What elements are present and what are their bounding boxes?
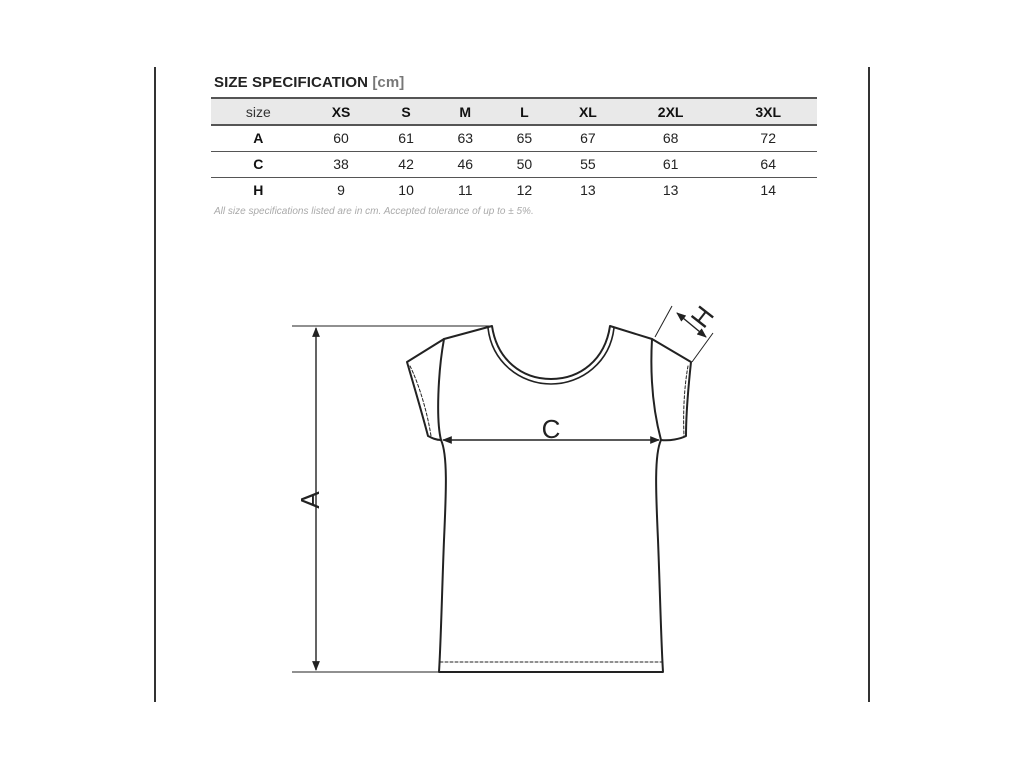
table-cell: 67 [554,125,622,151]
table-cell: 46 [436,151,495,177]
table-cell: 13 [580,182,596,199]
h-extension-line-2 [692,333,713,362]
column-header: S [377,98,436,125]
row-header: H [253,182,264,199]
table-cell: 11 [457,182,473,199]
table-cell: 42 [377,151,436,177]
h-extension-line-1 [655,306,672,337]
column-header: 3XL [719,98,817,125]
table-cell: 65 [495,125,554,151]
t-shirt-icon [407,326,691,672]
column-header: XS [306,98,377,125]
column-header: 2XL [622,98,720,125]
a-label: A [294,491,325,509]
c-label: C [541,414,561,444]
table-cell: 61 [377,125,436,151]
table-cell: 63 [436,125,495,151]
table-cell: 14 [760,182,776,199]
table-cell: 60 [306,125,377,151]
row-header: C [211,151,306,177]
table-cell: 61 [622,151,720,177]
table-cell: 12 [516,182,533,199]
table-cell: 55 [554,151,622,177]
table-cell: 68 [622,125,720,151]
table-cell: 13 [662,182,679,199]
title-label: SIZE SPECIFICATION [214,74,369,91]
h-label: H [684,300,720,334]
column-header: size [211,98,306,125]
column-header: L [495,98,554,125]
table-cell: 64 [719,151,817,177]
column-header: M [436,98,495,125]
tolerance-note: All size specifications listed are in cm. Accepted tolerance of up to ± 5%. [214,206,534,217]
column-header: XL [554,98,622,125]
title-unit: [cm] [372,74,405,91]
table-cell: 50 [495,151,554,177]
table-cell: 9 [337,182,345,199]
table-cell: 10 [398,182,414,199]
row-header: A [211,125,306,151]
table-cell: 38 [306,151,377,177]
table-cell: 72 [719,125,817,151]
